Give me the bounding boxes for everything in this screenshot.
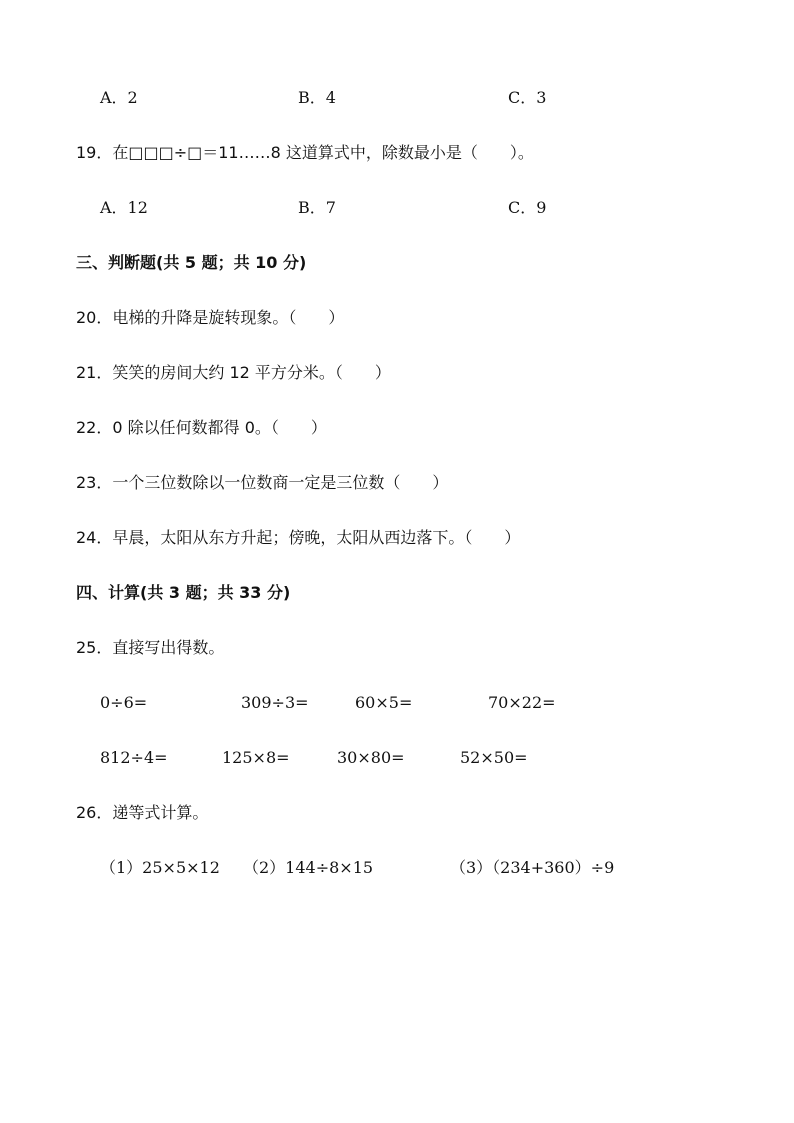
question-text: 一个三位数除以一位数商一定是三位数（ ） xyxy=(112,473,449,492)
calc-item: 52×50= xyxy=(460,748,528,767)
question-number: 21． xyxy=(76,363,113,382)
calc-item: 0÷6= xyxy=(100,693,148,712)
question-22 xyxy=(76,418,327,438)
calc-item: （1）25×5×12 xyxy=(100,858,220,877)
section-4-title: 四、计算(共 3 题；共 33 分) xyxy=(76,583,291,602)
question-text: 早晨，太阳从东方升起；傍晚，太阳从西边落下。（ ） xyxy=(112,528,521,547)
q18-option-a: A．2 xyxy=(100,88,138,107)
calc-item: 70×22= xyxy=(488,693,556,712)
calc-item: 812÷4= xyxy=(100,748,168,767)
q18-option-b: B．4 xyxy=(298,88,336,107)
calc-item: 30×80= xyxy=(337,748,405,767)
q19-option-c: C．9 xyxy=(508,198,547,217)
section-3-title: 三、判断题(共 5 题；共 10 分) xyxy=(76,253,307,272)
question-text: 在□□□÷□＝11……8 这道算式中，除数最小是（ ）。 xyxy=(112,143,534,162)
question-number: 22． xyxy=(76,418,113,437)
question-number: 26． xyxy=(76,803,113,822)
question-23 xyxy=(76,473,448,493)
q18-option-c: C．3 xyxy=(508,88,547,107)
question-number: 19． xyxy=(76,143,113,162)
question-26 xyxy=(76,803,208,823)
question-text: 递等式计算。 xyxy=(112,803,209,822)
question-text: 0 除以任何数都得 0。（ ） xyxy=(112,418,327,437)
question-25 xyxy=(76,638,224,658)
question-text: 电梯的升降是旋转现象。（ ） xyxy=(112,308,345,327)
question-21 xyxy=(76,363,391,383)
question-19 xyxy=(76,143,534,163)
question-text: 直接写出得数。 xyxy=(112,638,225,657)
question-20 xyxy=(76,308,344,328)
question-24 xyxy=(76,528,520,548)
question-number: 24． xyxy=(76,528,113,547)
question-text: 笑笑的房间大约 12 平方分米。（ ） xyxy=(112,363,391,382)
question-number: 20． xyxy=(76,308,113,327)
calc-item: 60×5= xyxy=(355,693,413,712)
q19-option-a: A．12 xyxy=(100,198,148,217)
calc-item: 309÷3= xyxy=(241,693,309,712)
calc-item: 125×8= xyxy=(222,748,290,767)
calc-item: （3）（234+360）÷9 xyxy=(450,858,615,877)
question-number: 25． xyxy=(76,638,113,657)
q19-option-b: B．7 xyxy=(298,198,336,217)
calc-item: （2）144÷8×15 xyxy=(243,858,374,877)
question-number: 23． xyxy=(76,473,113,492)
